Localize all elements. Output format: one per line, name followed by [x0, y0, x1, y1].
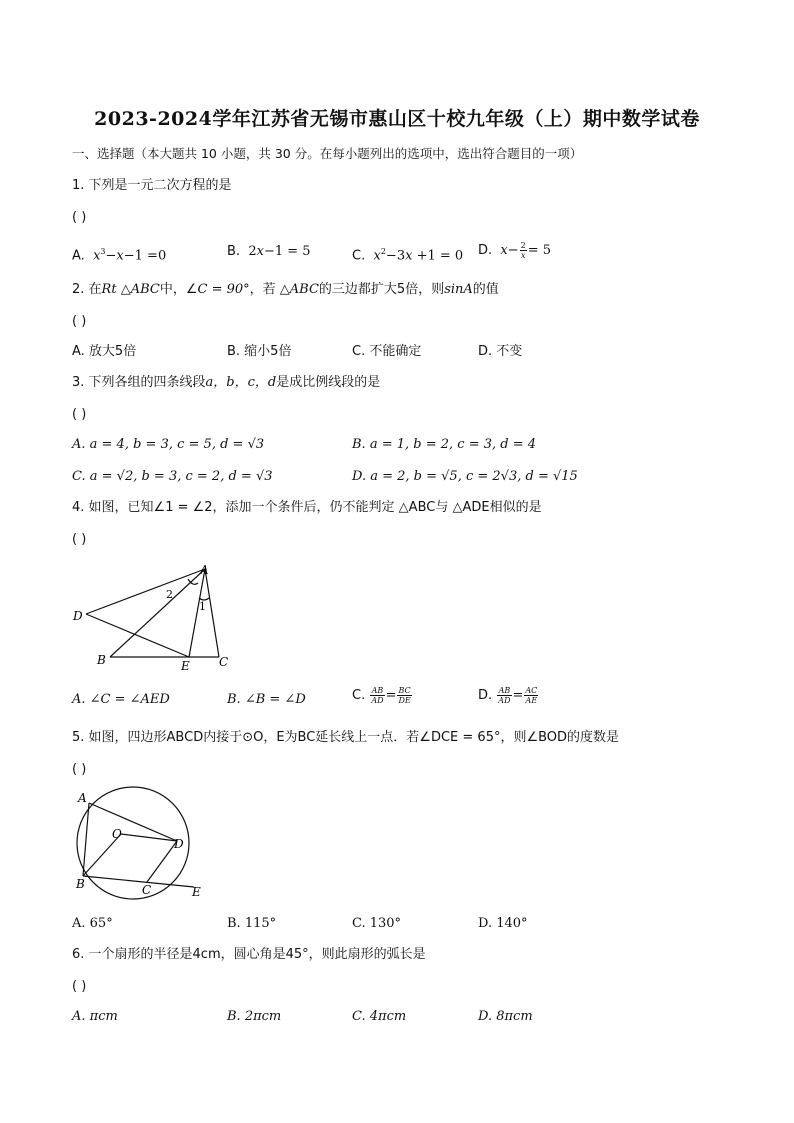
option-c-letter: C. — [352, 248, 366, 264]
label-d: D — [73, 609, 83, 623]
q5-option-a[interactable]: A. 65° — [72, 916, 113, 931]
section-heading: 一、选择题（本大题共 10 小题，共 30 分。在每小题列出的选项中，选出符合题目的一项） — [72, 146, 583, 161]
option-d-letter: D. — [478, 243, 493, 258]
label-a: A — [200, 563, 209, 577]
q4-option-c[interactable]: C. $\frac{AB}{AD}$ = $\frac{BC}{DE}$ — [352, 686, 411, 705]
question-4-answer-blank: ( ) — [72, 532, 87, 547]
question-6-answer-blank: ( ) — [72, 979, 87, 994]
question-3-answer-blank: ( ) — [72, 407, 87, 422]
label-d: D — [174, 837, 184, 851]
q2-option-d[interactable]: D. 不变 — [478, 344, 523, 359]
option-b-letter: B. — [227, 244, 241, 259]
q3-option-a[interactable]: A. a = 4, b = 3, c = 5, d = √3 — [72, 437, 265, 452]
q5-option-d[interactable]: D. 140° — [478, 916, 528, 931]
label-c: C — [219, 655, 229, 669]
triangle-figure — [70, 560, 240, 672]
q3-option-c[interactable]: C. a = √2, b = 3, c = 2, d = √3 — [72, 469, 273, 484]
q3-option-b[interactable]: B. a = 1, b = 2, c = 3, d = 4 — [352, 437, 536, 452]
circle-figure — [70, 786, 212, 900]
q1-option-b[interactable]: B. 2x−1 = 5 — [227, 244, 311, 259]
question-2-answer-blank: ( ) — [72, 314, 87, 329]
q6-option-b[interactable]: B. 2πcm — [227, 1009, 282, 1024]
q1-option-c[interactable]: C. $x^2-3x +1 = 0$ — [352, 247, 464, 264]
q1-option-d[interactable]: D. x− $\frac{2}{x}$ = 5 — [478, 241, 552, 260]
q3-option-d[interactable]: D. a = 2, b = √5, c = 2√3, d = √15 — [352, 469, 578, 484]
label-e: E — [192, 885, 201, 899]
q2-option-b[interactable]: B. 缩小5倍 — [227, 344, 292, 359]
q4-option-b[interactable]: B. ∠B = ∠D — [227, 692, 306, 707]
option-d-letter: D. — [478, 688, 493, 703]
question-3-stem: 3. 下列各组的四条线段a，b，c，d是成比例线段的是 — [72, 375, 381, 390]
question-5-answer-blank: ( ) — [72, 762, 87, 777]
q6-option-d[interactable]: D. 8πcm — [478, 1009, 533, 1024]
angle-label-1: 1 — [199, 600, 206, 613]
q6-option-c[interactable]: C. 4πcm — [352, 1009, 407, 1024]
question-6-stem: 6. 一个扇形的半径是4cm，圆心角是45°，则此扇形的弧长是 — [72, 947, 426, 962]
angle-label-2: 2 — [166, 588, 173, 601]
question-2-stem: 2. 在Rt △ABC中，∠C = 90°，若 △ABC的三边都扩大5倍，则sinA的值 — [72, 282, 499, 297]
label-b: B — [97, 653, 106, 667]
q2-option-c[interactable]: C. 不能确定 — [352, 344, 422, 359]
q4-option-a[interactable]: A. ∠C = ∠AED — [72, 692, 170, 707]
option-c-letter: C. — [352, 688, 366, 703]
label-c: C — [142, 883, 152, 897]
q2-option-a[interactable]: A. 放大5倍 — [72, 344, 137, 359]
q4-option-d[interactable]: D. $\frac{AB}{AD}$ = $\frac{AC}{AE}$ — [478, 686, 538, 705]
option-a-letter: A. — [72, 248, 85, 264]
question-4-stem: 4. 如图，已知∠1 = ∠2，添加一个条件后，仍不能判定 △ABC与 △ADE相似的是 — [72, 500, 542, 515]
question-5-stem: 5. 如图，四边形ABCD内接于⊙O，E为BC延长线上一点．若∠DCE = 65°，则∠BOD的度数是 — [72, 730, 620, 745]
label-a: A — [78, 791, 87, 805]
q5-option-b[interactable]: B. 115° — [227, 916, 277, 931]
label-b: B — [76, 877, 85, 891]
label-o: O — [112, 827, 122, 841]
q1-option-a[interactable]: A. $x^3-x-1 =0$ — [72, 247, 167, 264]
question-1-stem: 1. 下列是一元二次方程的是 — [72, 178, 232, 193]
question-1-answer-blank: ( ) — [72, 210, 87, 225]
q5-option-c[interactable]: C. 130° — [352, 916, 402, 931]
q6-option-a[interactable]: A. πcm — [72, 1009, 118, 1024]
exam-title: 2023-2024学年江苏省无锡市惠山区十校九年级（上）期中数学试卷 — [94, 108, 700, 130]
label-e: E — [181, 659, 190, 672]
